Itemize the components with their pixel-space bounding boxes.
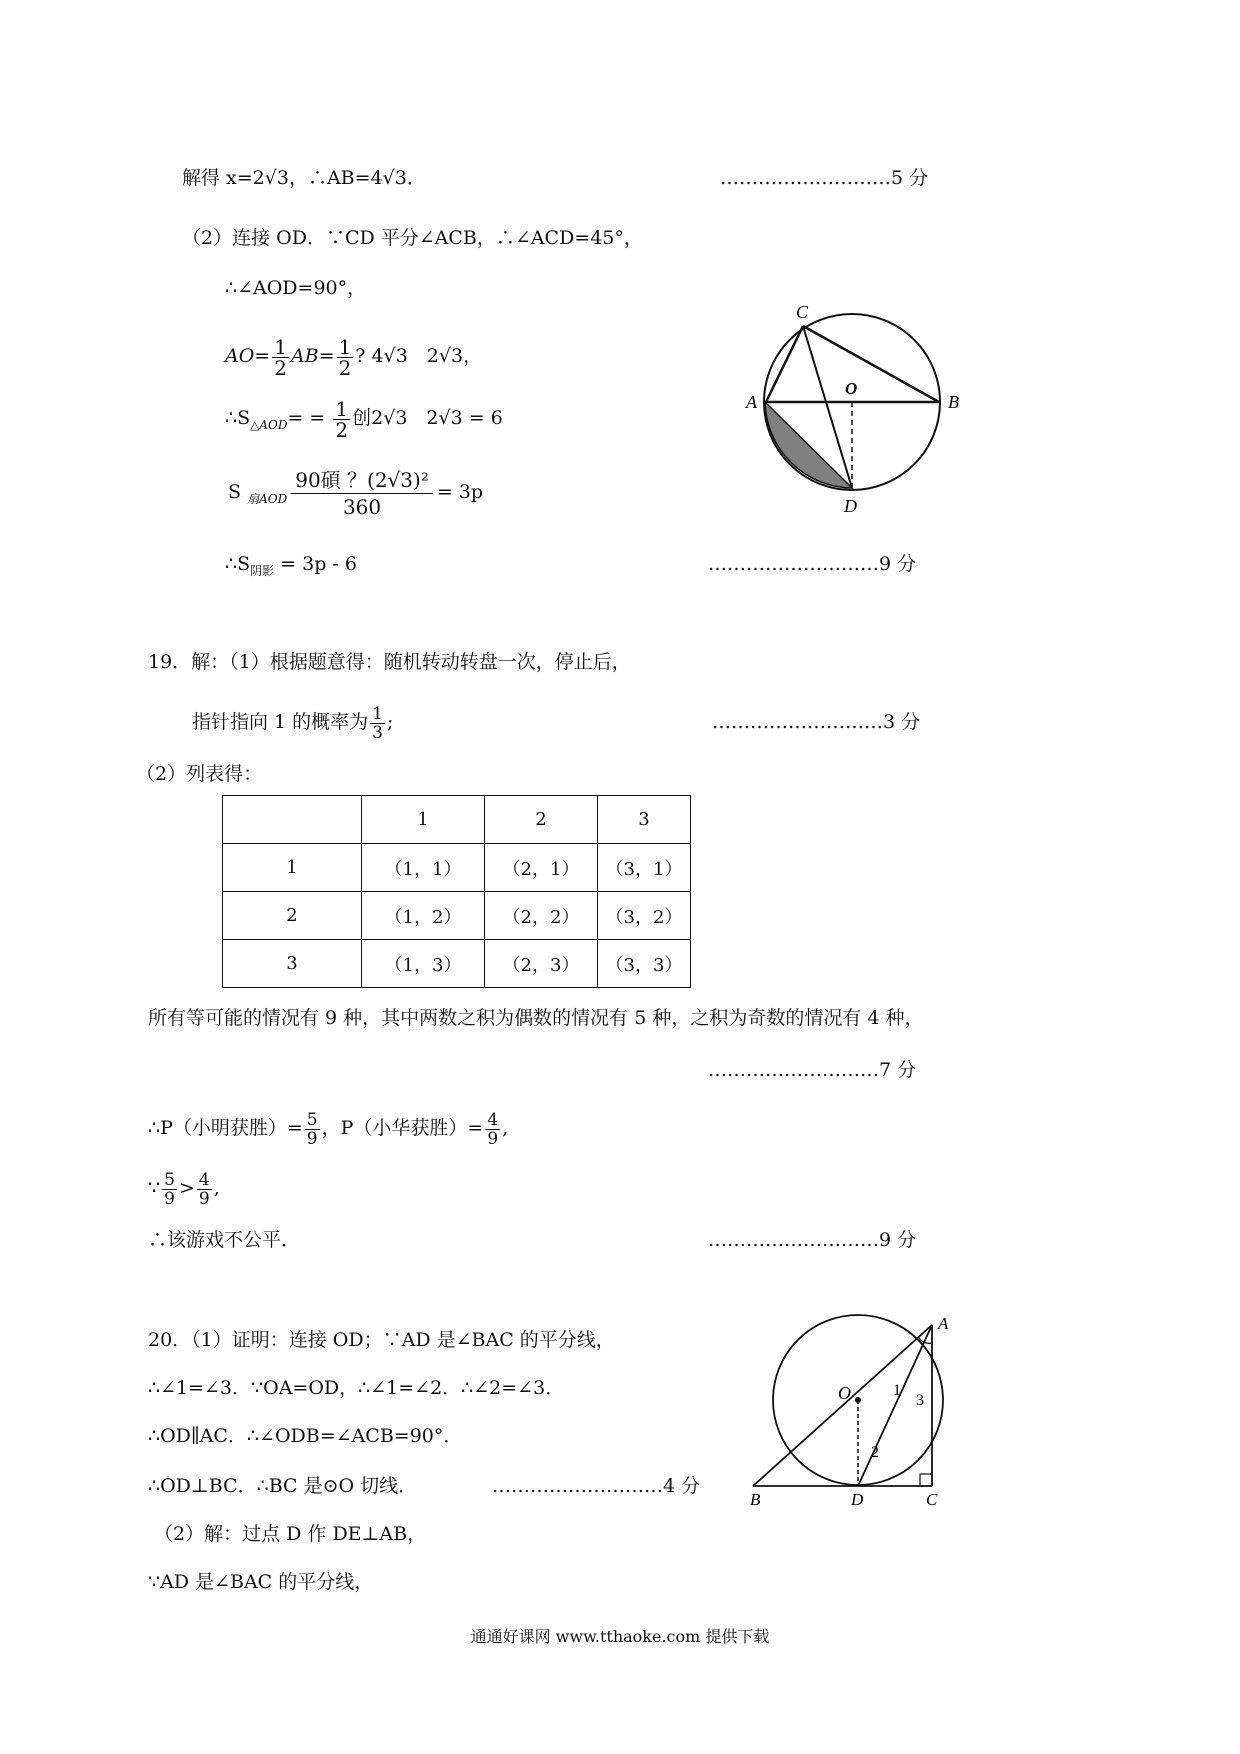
q20-line-1: 20．（1）证明：连接 OD；∵AD 是∠BAC 的平分线， xyxy=(148,1329,615,1351)
table-header-cell: 2 xyxy=(485,796,598,844)
q18-circle-figure xyxy=(740,290,980,520)
q19-line-2: 指针指向 1 的概率为 $\frac{1}{3}$ ; xyxy=(192,703,394,743)
sector-numerator: 90碩 ？(2√3)² xyxy=(291,467,433,494)
q18-score-9: ………………………9 分 xyxy=(708,553,917,575)
q18-sector-sub: 扇AOD xyxy=(247,491,288,506)
q19-prob-fraction xyxy=(370,705,385,742)
table-cell: （3，1） xyxy=(598,844,691,892)
q20-line-5: （2）解：过点 D 作 DE⊥AB， xyxy=(154,1523,427,1545)
q19-cmp-n1: 5 xyxy=(164,1169,175,1190)
q19-gt: > xyxy=(178,1177,195,1199)
half-fraction-2: $\frac{1}{2}$ xyxy=(338,334,352,380)
table-row xyxy=(223,844,691,892)
q19-score-9: ………………………9 分 xyxy=(708,1229,917,1251)
q20-angle-3: 3 xyxy=(916,1392,924,1409)
q18-line-shaded xyxy=(225,552,357,583)
table-cell: （1，1） xyxy=(362,844,485,892)
q19-because: ∵ xyxy=(148,1177,161,1199)
q19-prob-num: 1 xyxy=(372,703,383,724)
q18-sector-s: S xyxy=(228,481,242,503)
q18-line-sector xyxy=(228,462,483,529)
q18-label-a: A xyxy=(746,392,757,412)
q20-line-3: ∴OD∥AC．∴∠ODB=∠ACB=90°． xyxy=(148,1425,463,1447)
q19-cmp-n2: 4 xyxy=(198,1169,210,1190)
q19-frac-ming-d: 9 xyxy=(306,1128,318,1149)
table-cell: 2 xyxy=(223,892,362,940)
q18-s-sub: △AOD xyxy=(250,417,288,432)
q20-label-c: C xyxy=(926,1490,938,1505)
q20-center-dot xyxy=(855,1397,861,1403)
q20-angle-2: 2 xyxy=(871,1444,879,1461)
q19-frac-hua xyxy=(485,1111,500,1148)
q18-label-c: C xyxy=(796,302,809,322)
sector-fraction xyxy=(291,467,433,520)
q19-line-7: ∴该游戏不公平． xyxy=(148,1229,301,1251)
q18-ab-label: AB= xyxy=(290,345,335,367)
page-footer: 通通好课网 www.tthaoke.com 提供下载 xyxy=(470,1627,770,1646)
q20-label-o: O xyxy=(838,1383,851,1403)
q19-line-1: 19．解：（1）根据题意得：随机转动转盘一次，停止后， xyxy=(148,651,631,673)
q18-ao-value: ? 4√3 2√3， xyxy=(355,345,483,367)
q19-frac-hua-d: 9 xyxy=(487,1128,499,1149)
q20-right-angle-mark xyxy=(920,1474,932,1486)
q20-angle-1: 1 xyxy=(893,1382,901,1399)
table-cell: （1，3） xyxy=(362,940,485,988)
q18-shaded-value: = 3p - 6 xyxy=(280,553,357,575)
q18-area-value: 创2√3 2√3 = 6 xyxy=(352,407,503,429)
q19-score-7: ………………………7 分 xyxy=(708,1059,917,1081)
q20-label-d: D xyxy=(851,1490,864,1505)
q18-ao-label: AO= xyxy=(225,345,271,367)
q19-outcome-table xyxy=(222,795,691,988)
q19-cmp-frac-2 xyxy=(197,1171,212,1208)
half-fraction-3: $\frac{1}{2}$ xyxy=(335,396,349,442)
q19-p-ming: ∴P（小明获胜）= xyxy=(148,1117,303,1139)
q18-line-solve: 解得 x=2√3，∴AB=4√3． xyxy=(182,167,426,189)
table-header-cell xyxy=(223,796,362,844)
table-cell: （1，2） xyxy=(362,892,485,940)
q20-line-4: ∴OD⊥BC．∴BC 是⊙O 切线． xyxy=(148,1475,418,1497)
q20-line-6: ∵AD 是∠BAC 的平分线， xyxy=(148,1571,374,1593)
q18-label-o: O xyxy=(845,379,858,398)
q18-line-ao xyxy=(225,330,482,382)
q18-label-b: B xyxy=(948,392,959,412)
q20-line-2: ∴∠1=∠3．∵OA=OD，∴∠1=∠2．∴∠2=∠3． xyxy=(148,1377,565,1399)
q19-line-6: ∵ $\frac{5}{9}$ > $\frac{4}{9}$ , xyxy=(148,1169,220,1209)
table-header-cell: 3 xyxy=(598,796,691,844)
q18-shaded-sub: 阴影 xyxy=(250,563,275,578)
q19-cmp-d2: 9 xyxy=(198,1188,210,1209)
table-cell: （2，2） xyxy=(485,892,598,940)
table-header-cell: 1 xyxy=(362,796,485,844)
q18-eq: = xyxy=(287,407,304,429)
q20-label-b: B xyxy=(750,1490,761,1505)
q19-line-4: 所有等可能的情况有 9 种，其中两数之积为偶数的情况有 5 种，之积为奇数的情况有 4 种， xyxy=(148,1007,924,1029)
q18-score-5: ………………………5 分 xyxy=(720,167,929,189)
q18-line-angle: ∴∠AOD=90°， xyxy=(225,277,367,299)
q18-s-label: ∴S xyxy=(225,407,251,429)
table-cell: （3，2） xyxy=(598,892,691,940)
table-cell: 1 xyxy=(223,844,362,892)
q19-prob-den: 3 xyxy=(372,722,383,743)
table-cell: （3，3） xyxy=(598,940,691,988)
q19-frac-hua-n: 4 xyxy=(487,1109,499,1130)
q20-label-a: A xyxy=(938,1314,949,1333)
q18-shaded-s: ∴S xyxy=(225,553,251,575)
q18-line-connect: （2）连接 OD．∵CD 平分∠ACB，∴∠ACD=45°， xyxy=(182,227,643,249)
q19-frac-ming-n: 5 xyxy=(306,1109,318,1130)
half-fraction: $\frac{1}{2}$ xyxy=(274,334,287,380)
q20-circle-figure xyxy=(738,1305,988,1505)
sector-denominator: 360 xyxy=(342,494,382,519)
table-header-row xyxy=(223,796,691,844)
q19-p-hua: ，P（小华获胜）= xyxy=(321,1117,484,1139)
table-cell: （2，1） xyxy=(485,844,598,892)
q19-line-5: ∴P（小明获胜）= $\frac{5}{9}$ ，P（小华获胜）= $\frac{4}{9}$ , xyxy=(148,1109,509,1149)
table-cell: 3 xyxy=(223,940,362,988)
q19-frac-ming xyxy=(305,1111,320,1148)
q20-seg-ab xyxy=(753,1325,932,1486)
q19-prob-text: 指针指向 1 的概率为 xyxy=(192,711,369,733)
q18-sector-value: = 3p xyxy=(436,481,484,503)
q19-score-3: ………………………3 分 xyxy=(712,711,921,733)
q19-cmp-frac-1 xyxy=(162,1171,177,1208)
table-row xyxy=(223,940,691,988)
table-cell: （2，3） xyxy=(485,940,598,988)
table-row xyxy=(223,892,691,940)
q18-line-area-triangle: $\therefore S_{\triangle AOD}=$ = $\frac{1}{2}$ 创2√3 2√3 = 6 xyxy=(225,396,503,442)
q20-score-4: ………………………4 分 xyxy=(492,1475,701,1497)
q18-label-d: D xyxy=(844,496,857,516)
q19-cmp-d1: 9 xyxy=(164,1188,175,1209)
q19-line-3: （2）列表得： xyxy=(136,763,263,785)
